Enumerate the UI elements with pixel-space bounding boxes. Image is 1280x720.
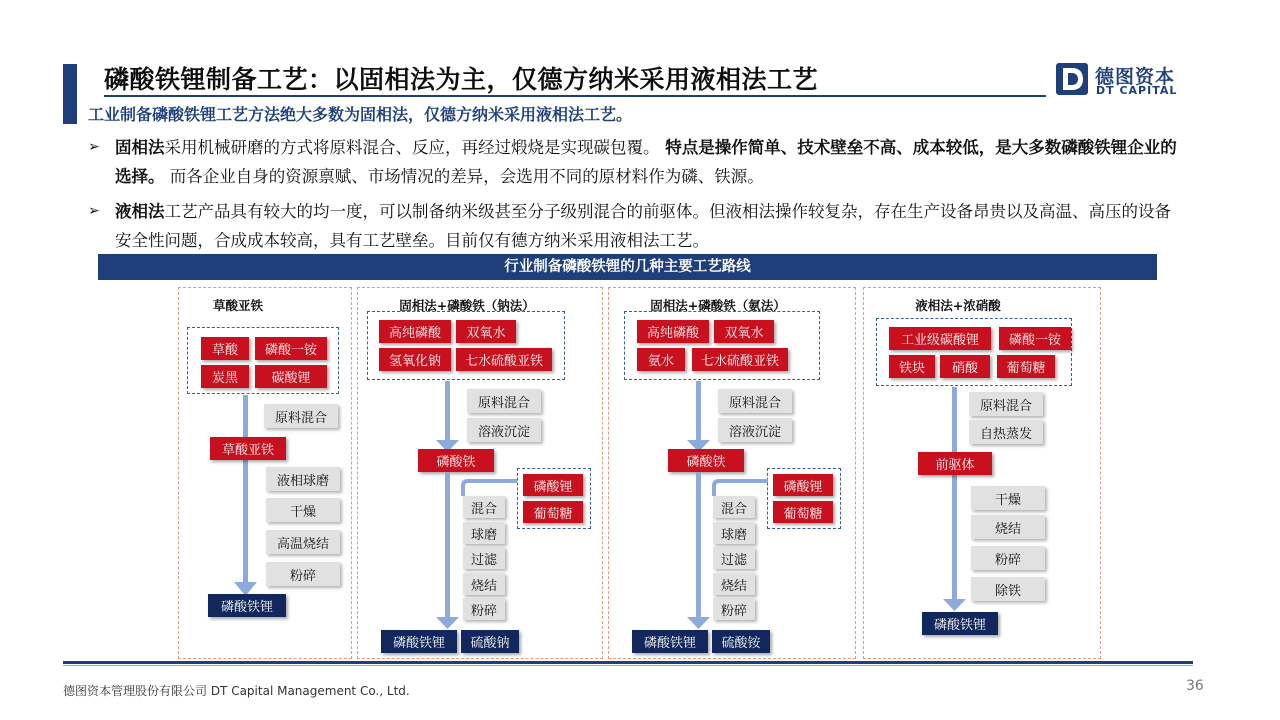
- panel-title: 液相法+浓硝酸: [915, 298, 1001, 313]
- page-title: 磷酸铁锂制备工艺：以固相法为主，仅德方纳米采用液相法工艺: [104, 65, 819, 94]
- process-step: 除铁: [971, 577, 1045, 601]
- intermediate-box: 前驱体: [918, 452, 992, 475]
- process-step: 干燥: [971, 486, 1045, 510]
- input-box: 七水硫酸亚铁: [692, 348, 788, 371]
- merge-arrow-icon: [458, 478, 518, 498]
- flow-arrow-line: [696, 381, 701, 443]
- flow-arrow-head-icon: [687, 617, 710, 629]
- process-step: 球磨: [463, 522, 505, 544]
- byproduct-box: 硫酸铵: [712, 630, 770, 653]
- intermediate-box: 磷酸铁: [668, 449, 744, 472]
- input-box: 磷酸一铵: [255, 337, 327, 360]
- process-step: 烧结: [463, 573, 505, 595]
- input-box: 工业级碳酸锂: [889, 327, 991, 350]
- bullet-arrow-icon: ➢: [88, 139, 100, 155]
- input-box: 双氧水: [714, 320, 774, 343]
- flow-arrow-line: [445, 472, 450, 620]
- process-step: 自热蒸发: [969, 420, 1043, 444]
- process-step: 原料混合: [718, 389, 792, 413]
- input-box: 葡萄糖: [997, 355, 1055, 378]
- logo-cn-text: 德图资本: [1095, 66, 1176, 88]
- diagram-banner: 行业制备磷酸铁锂的几种主要工艺路线: [98, 254, 1157, 280]
- input-box: 双氧水: [456, 320, 516, 343]
- product-box: 磷酸铁锂: [632, 630, 708, 653]
- footer-line: [63, 661, 1193, 664]
- input-box: 氢氧化钠: [379, 348, 451, 371]
- panel-title: 固相法+磷酸铁（氨法）: [650, 298, 786, 313]
- bullet-bold-text: 特点是操作简单、技术壁垒不高、成本较低，是大多数磷酸铁锂企业的选择。: [115, 138, 1177, 186]
- process-step: 粉碎: [266, 562, 340, 586]
- process-step: 原料混合: [264, 404, 338, 428]
- footer-line-thin: [63, 665, 1193, 666]
- input-box: 氨水: [637, 348, 685, 371]
- input-box: 铁块: [889, 355, 935, 378]
- flow-arrow-line: [243, 395, 248, 585]
- process-step: 粉碎: [463, 598, 505, 620]
- input-box: 七水硫酸亚铁: [456, 348, 552, 371]
- process-step: 混合: [463, 496, 505, 518]
- additive-box: 磷酸锂: [773, 474, 833, 496]
- title-underline: [104, 95, 1046, 97]
- process-step: 粉碎: [713, 598, 755, 620]
- process-step: 球磨: [713, 522, 755, 544]
- bullet-text: 工艺产品具有较大的均一度，可以制备纳米级甚至分子级别混合的前驱体。但液相法操作较复杂，存在生产设备昂贵以及高温、高压的设备安全性问题，合成成本较高，具有工艺壁垒。目前仅有德方纳米采用液相法工艺。: [115, 202, 1171, 250]
- byproduct-box: 硫酸钠: [461, 630, 519, 653]
- product-box: 磷酸铁锂: [208, 594, 286, 617]
- process-step: 溶液沉淀: [718, 418, 792, 442]
- logo-d-icon: [1056, 63, 1088, 95]
- panel-title: 草酸亚铁: [212, 298, 263, 313]
- product-box: 磷酸铁锂: [381, 630, 457, 653]
- bullet-liquid-phase: [88, 197, 1178, 255]
- input-box: 硝酸: [940, 355, 990, 378]
- intermediate-box: 磷酸铁: [418, 449, 494, 472]
- process-step: 原料混合: [969, 392, 1043, 416]
- input-box: 碳酸锂: [255, 365, 327, 388]
- flow-arrow-line: [696, 472, 701, 620]
- input-box: 草酸: [201, 337, 249, 360]
- process-step: 液相球磨: [266, 467, 340, 491]
- input-box: 高纯磷酸: [379, 320, 451, 343]
- process-step: 粉碎: [971, 546, 1045, 570]
- bullet-arrow-icon: ➢: [88, 203, 100, 219]
- panel-title: 固相法+磷酸铁（钠法）: [399, 298, 535, 313]
- flow-arrow-line: [445, 381, 450, 443]
- additive-box: 葡萄糖: [523, 501, 583, 523]
- page-subtitle: 工业制备磷酸铁锂工艺方法绝大多数为固相法，仅德方纳米采用液相法工艺。: [88, 105, 633, 124]
- bullet-solid-phase: [88, 133, 1178, 191]
- merge-arrow-icon: [709, 478, 769, 498]
- intermediate-box: 草酸亚铁: [210, 437, 286, 460]
- process-step: 混合: [713, 496, 755, 518]
- input-box: 炭黑: [201, 365, 249, 388]
- input-box: 高纯磷酸: [637, 320, 709, 343]
- flow-arrow-head-icon: [943, 599, 966, 611]
- page-number: 36: [1186, 678, 1204, 694]
- process-step: 原料混合: [467, 389, 541, 413]
- bullet-text: 采用机械研磨的方式将原料混合、反应，再经过煅烧是实现碳包覆。: [164, 138, 660, 157]
- process-step: 烧结: [713, 573, 755, 595]
- title-accent-bar: [63, 64, 77, 124]
- flow-arrow-head-icon: [436, 617, 459, 629]
- input-box: 磷酸一铵: [999, 327, 1071, 350]
- bullet-lead: 液相法: [115, 202, 165, 221]
- process-step: 高温烧结: [266, 530, 340, 554]
- process-step: 干燥: [266, 498, 340, 522]
- additive-box: 葡萄糖: [773, 501, 833, 523]
- process-step: 过滤: [713, 547, 755, 569]
- process-step: 溶液沉淀: [467, 418, 541, 442]
- product-box: 磷酸铁锂: [922, 612, 998, 635]
- logo-en-text: DT CAPITAL: [1096, 84, 1178, 97]
- process-step: 烧结: [971, 515, 1045, 539]
- bullet-lead: 固相法: [115, 138, 165, 157]
- flow-arrow-line: [952, 387, 957, 602]
- footer-company: 德图资本管理股份有限公司 DT Capital Management Co., Ltd.: [63, 684, 410, 698]
- bullet-text: 而各企业自身的资源禀赋、市场情况的差异，会选用不同的原材料作为磷、铁源。: [164, 167, 764, 186]
- additive-box: 磷酸锂: [523, 474, 583, 496]
- process-step: 过滤: [463, 547, 505, 569]
